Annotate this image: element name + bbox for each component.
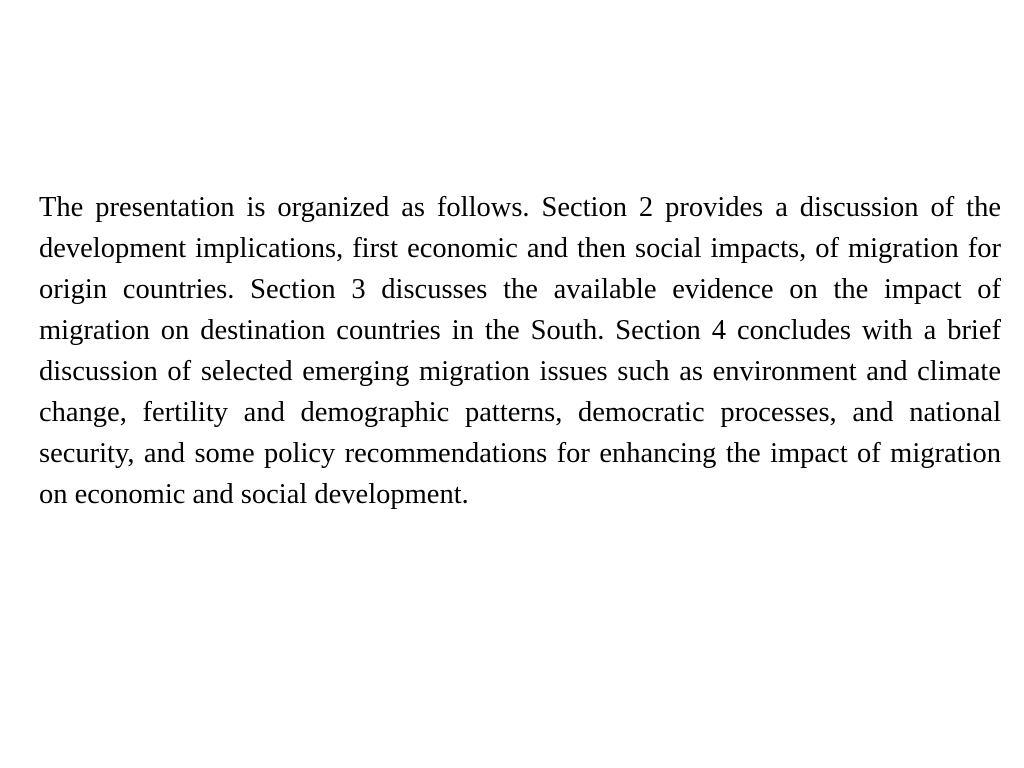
body-paragraph: The presentation is organized as follows. Section 2 provides a discussion of the development implications, first economic and then social impacts, of migration for origin countries. Section 3 discusses the available evidence on the impact of migration on destination countries in the South. Section 4 concludes with a brief discussion of selected emerging migration issues such as environment and climate change, fertility and demographic patterns, democratic processes, and national security, and some policy recommendations for enhancing the impact of migration on economic and social development. <box>39 192 1001 510</box>
